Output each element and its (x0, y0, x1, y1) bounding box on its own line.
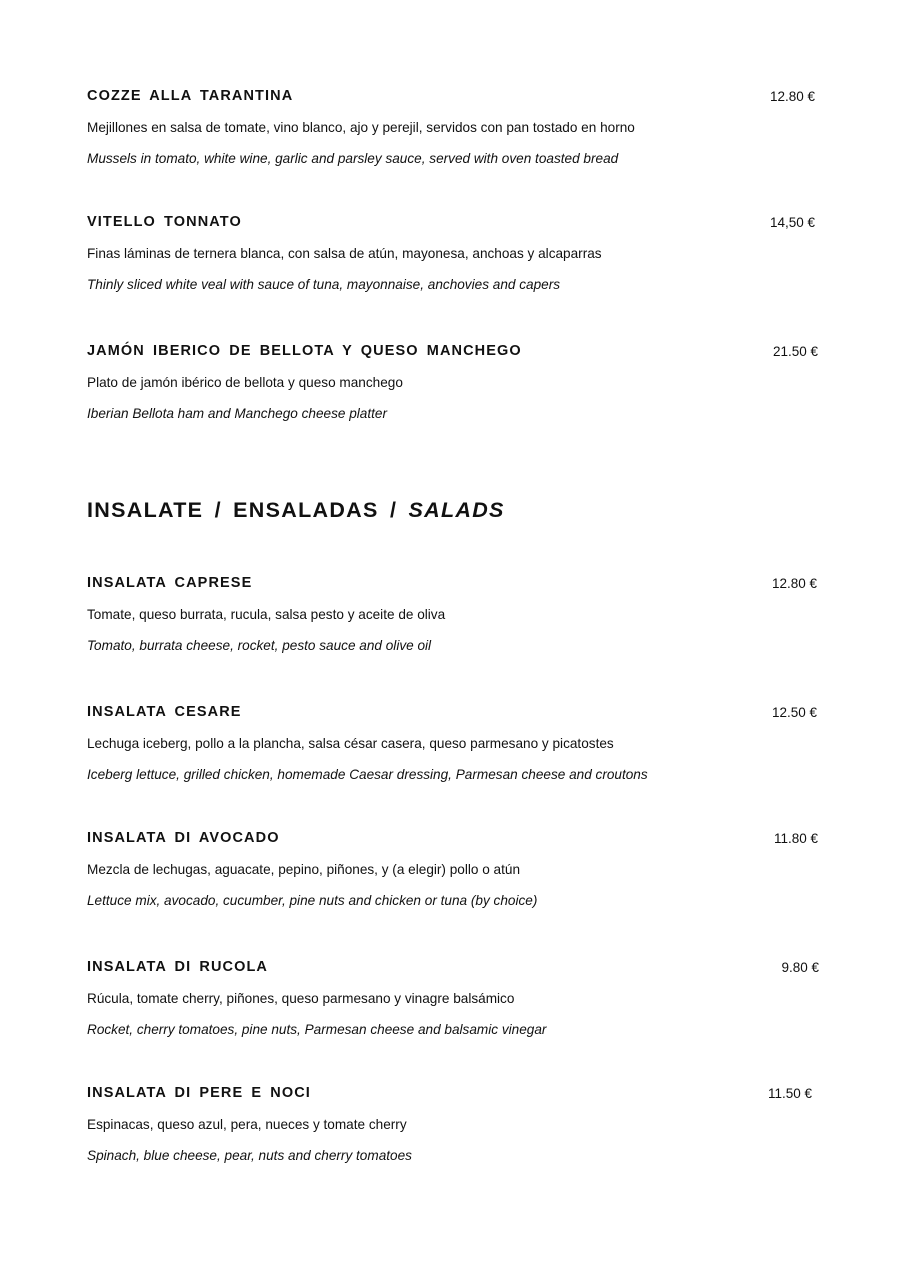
dish-price: 11.80 € (773, 831, 818, 846)
dish-name: INSALATA CESARE (87, 704, 242, 720)
dish-description-spanish: Mejillones en salsa de tomate, vino blanco, ajo y perejil, servidos con pan tostado en horno (87, 120, 635, 135)
menu-item (87, 213, 815, 293)
dish-description-english: Lettuce mix, avocado, cucumber, pine nuts and chicken or tuna (by choice) (87, 893, 538, 908)
dish-name: JAMÓN IBERICO DE BELLOTA Y QUESO MANCHEGO (87, 343, 522, 359)
dish-description-english: Rocket, cherry tomatoes, pine nuts, Parmesan cheese and balsamic vinegar (87, 1022, 547, 1037)
section-title-spanish: ENSALADAS (233, 498, 379, 522)
section-title-english: SALADS (408, 498, 505, 522)
dish-description-spanish: Lechuga iceberg, pollo a la plancha, salsa césar casera, queso parmesano y picatostes (87, 736, 614, 751)
dish-description-english: Spinach, blue cheese, pear, nuts and cherry tomatoes (87, 1148, 412, 1163)
section-title-italian: INSALATE (87, 498, 204, 522)
dish-price: 21.50 € (772, 344, 818, 359)
dish-price: 12.50 € (771, 705, 817, 720)
dish-description-english: Mussels in tomato, white wine, garlic and parsley sauce, served with oven toasted bread (87, 151, 619, 166)
dish-name: INSALATA CAPRESE (87, 575, 253, 591)
section-separator: / (214, 498, 222, 522)
dish-name: INSALATA DI RUCOLA (87, 959, 268, 975)
dish-name: COZZE ALLA TARANTINA (87, 88, 294, 104)
dish-description-english: Iceberg lettuce, grilled chicken, homemade Caesar dressing, Parmesan cheese and croutons (87, 767, 648, 782)
menu-item (87, 342, 818, 422)
dish-price: 14,50 € (769, 215, 815, 230)
dish-description-spanish: Rúcula, tomate cherry, piñones, queso parmesano y vinagre balsámico (87, 991, 515, 1006)
section-title-salads (87, 498, 505, 523)
menu-item (87, 1084, 812, 1164)
dish-description-english: Tomato, burrata cheese, rocket, pesto sauce and olive oil (87, 638, 432, 653)
dish-description-spanish: Espinacas, queso azul, pera, nueces y tomate cherry (87, 1117, 407, 1132)
section-separator: / (389, 498, 398, 522)
dish-price: 9.80 € (781, 960, 819, 975)
dish-price: 11.50 € (767, 1086, 812, 1101)
menu-item (87, 703, 817, 783)
dish-description-english: Thinly sliced white veal with sauce of tuna, mayonnaise, anchovies and capers (87, 277, 561, 292)
dish-name: INSALATA DI PERE E NOCI (87, 1085, 311, 1101)
menu-item (87, 574, 817, 654)
dish-price: 12.80 € (771, 576, 817, 591)
menu-item (87, 87, 815, 167)
dish-description-spanish: Mezcla de lechugas, aguacate, pepino, piñones, y (a elegir) pollo o atún (87, 862, 521, 877)
dish-description-spanish: Plato de jamón ibérico de bellota y queso manchego (87, 375, 403, 390)
dish-description-spanish: Tomate, queso burrata, rucula, salsa pesto y aceite de oliva (87, 607, 446, 622)
dish-price: 12.80 € (769, 89, 815, 104)
dish-description-english: Iberian Bellota ham and Manchego cheese platter (87, 406, 388, 421)
dish-name: INSALATA DI AVOCADO (87, 830, 280, 846)
dish-description-spanish: Finas láminas de ternera blanca, con salsa de atún, mayonesa, anchoas y alcaparras (87, 246, 602, 261)
menu-item (87, 829, 818, 909)
dish-name: VITELLO TONNATO (87, 214, 242, 230)
menu-item (87, 958, 819, 1038)
